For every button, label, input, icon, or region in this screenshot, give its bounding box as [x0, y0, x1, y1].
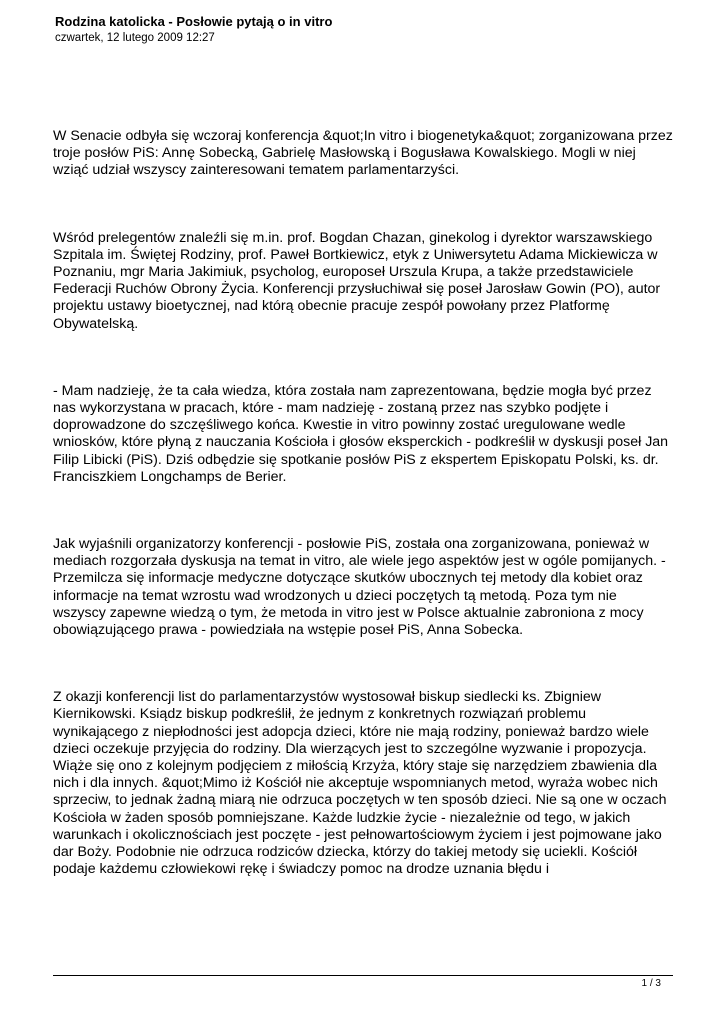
footer-divider — [53, 975, 673, 976]
article-title: Rodzina katolicka - Posłowie pytają o in vitro — [55, 14, 333, 29]
article-body — [53, 128, 673, 929]
article-date: czwartek, 12 lutego 2009 12:27 — [55, 32, 215, 44]
paragraph: Wśród prelegentów znaleźli się m.in. prof. Bogdan Chazan, ginekolog i dyrektor warszawskiego Szpitala im. Świętej Rodziny, prof. Paweł Bortkiewicz, etyk z Uniwersytetu Adama Mickiewicza w Poznaniu, mgr Maria Jakimiuk, psycholog, europoseł Urszula Krupa, a także przedstawiciele Federacji Ruchów Obrony Życia. Konferencji przysłuchiwał się poseł Jarosław Gowin (PO), autor projektu ustawy bioetycznej, nad którą obecnie pracuje zespół powołany przez Platformę Obywatelską. — [53, 229, 661, 332]
document-header — [55, 14, 675, 45]
paragraph: W Senacie odbyła się wczoraj konferencja &quot;In vitro i biogenetyka&quot; zorganizowana przez troje posłów PiS: Annę Sobecką, Gabrielę Masłowską i Bogusława Kowalskiego. Mogli w niej wziąć udział wszyscy zainteresowani tematem parlamentarzyści. — [53, 128, 673, 179]
paragraph: Z okazji konferencji list do parlamentarzystów wystosował biskup siedlecki ks. Zbigniew Kiernikowski. Ksiądz biskup podkreślił, że jednym z konkretnych rozwiązań problemu wynikającego z niepłodności jest adopcja dzieci, które nie mają rodziny, ponieważ bardzo wiele dzieci oczekuje przyjęcia do rodziny. Dla wierzących jest to szczególne wyzwanie i propozycja. Wiąże się ono z kolejnym podjęciem z miłością Krzyża, który staje się narzędziem zbawienia dla nich i dla innych. &quot;Mimo iż Kościół nie akceptuje wspomnianych metod, wyraża wobec nich sprzeciw, to jednak żadną miarą nie odrzuca poczętych w ten sposób dzieci. Nie są one w oczach Kościoła w żaden sposób pomniejszane. Każde ludzkie życie - niezależnie od tego, w jakich warunkach i okolicznościach jest poczęte - jest pełnowartościowym życiem i jest pojmowane jako dar Boży. Podobnie nie odrzuca rodziców dziecka, którzy do takiej metody się uciekli. Kościół podaje każdemu człowiekowi rękę i świadczy pomoc na drodze uznania błędu i — [53, 689, 667, 878]
paragraph: - Mam nadzieję, że ta cała wiedza, która została nam zaprezentowana, będzie mogła być przez nas wykorzystana w pracach, które - mam nadzieję - zostaną przez nas szybko podjęte i doprowadzone do szczęśliwego końca. Kwestie in vitro powinny zostać uregulowane wedle wniosków, które płyną z nauczania Kościoła i głosów eksperckich - podkreślił w dyskusji poseł Jan Filip Libicki (PiS). Dziś odbędzie się spotkanie posłów PiS z ekspertem Episkopatu Polski, ks. dr. Franciszkiem Longchamps de Berier. — [53, 382, 669, 485]
paragraph: Jak wyjaśnili organizatorzy konferencji - posłowie PiS, została ona zorganizowana, ponieważ w mediach rozgorzała dyskusja na temat in vitro, ale wiele jego aspektów jest w ogóle pomijanych. - Przemilcza się informacje medyczne dotyczące skutków ubocznych tej metody dla kobiet oraz informacje na temat wzrostu wad wrodzonych u dzieci poczętych tą metodą. Poza tym nie wszyscy zapewne wiedzą o tym, że metoda in vitro jest w Polsce aktualnie zabroniona z mocy obowiązującego prawa - powiedziała na wstępie poseł PiS, Anna Sobecka. — [53, 536, 666, 639]
page-number: 1 / 3 — [641, 978, 661, 989]
